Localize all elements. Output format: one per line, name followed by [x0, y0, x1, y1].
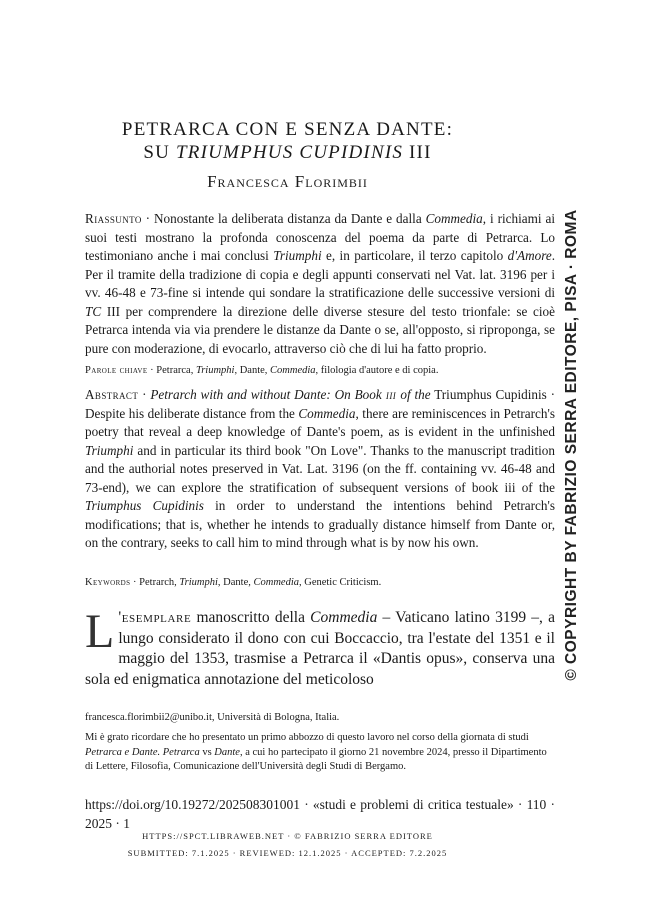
- title-line-1: PETRARCA CON E SENZA DANTE:: [121, 119, 454, 140]
- riassunto-paragraph: Riassunto · Nonostante la deliberata distanza da Dante e dalla Commedia, i richiami ai suoi testi mostrano la profonda conoscenza del poema da parte di Petrarca. Lo testimoniano anche i mai conclusi Triumphi e, in particolare, il terzo capitolo d'Amore. Per il tramite della tradizione di copia e degli appunti conservati nel Vat. lat. 3196 per i vv. 46-48 e 73-fine si intende qui sondare la stratificazione delle successive versioni di TC III per comprendere la direzione delle diverse stesure del testo trionfale: se cioè Petrarca intenda via via prendere le distanze da Dante o se, all'opposto, si riproponga, se pure con moderazione, di evocarlo, attraverso ciò che di lui ha fatto proprio.: [85, 211, 555, 356]
- acknowledgement-note: Mi è grato ricordare che ho presentato un primo abbozzo di questo lavoro nel corso della giornata di studi Petrarca e Dante. Petrarca vs Dante, a cui ho partecipato il giorno 21 novembre 2024, presso il Dipartimento di Lettere, Filosofia, Comunicazione dell'Università degli Studi di Bergamo.: [85, 732, 547, 772]
- author-affiliation: francesca.florimbii2@unibo.it, Università di Bologna, Italia.: [85, 712, 340, 723]
- drop-cap: L: [85, 605, 115, 658]
- body-paragraph: L 'esemplare manoscritto della Commedia – Vaticano latino 3199 –, a lungo considerato il dono con cui Boccaccio, tra l'estate del 1351 e il maggio del 1353, trasmise a Petrarca il «Dantis opus», conserva una sola ed enigmatica annotazione del meticoloso: [85, 605, 555, 688]
- title-line-2: SU TRIUMPHUS CUPIDINIS III: [143, 142, 432, 163]
- doi-citation: https://doi.org/10.19272/202508301001 · «studi e problemi di critica testuale» · 110 · 2025 · 1: [85, 797, 555, 831]
- parole-chiave: Parole chiave · Petrarca, Triumphi, Dante, Commedia, filologia d'autore e di copia.: [85, 365, 439, 376]
- keywords: Keywords · Petrarch, Triumphi, Dante, Commedia, Genetic Criticism.: [85, 577, 382, 588]
- journal-url-line: HTTPS://SPCT.LIBRAWEB.NET · © FABRIZIO SERRA EDITORE: [142, 831, 433, 841]
- article-title: [0, 118, 575, 164]
- copyright-sidebar: © COPYRIGHT BY FABRIZIO SERRA EDITORE, PISA · ROMA: [563, 209, 580, 681]
- abstract-paragraph: Abstract · Petrarch with and without Dante: On Book iii of the Triumphus Cupidinis · Despite his deliberate distance from the Commedia, there are reminiscences in Petrarch's poetry that reveal a deep knowledge of Dante's poem, as is evident in the unfinished Triumphi and in particular its third book "On Love". Thanks to the manuscript tradition and the authorial notes preserved in Vat. Lat. 3196 (on the ff. containing vv. 46-48 and 73-end), we can explore the stratification of subsequent versions of book iii of the Triumphus Cupidinis in order to understand the intentions behind Petrarch's modifications; that is, whether he intends to gradually distance himself from Dante or, on the contrary, seeks to call him to mind through what is by now his own.: [85, 387, 555, 550]
- author-name: Francesca Florimbii: [207, 172, 368, 191]
- submission-dates: SUBMITTED: 7.1.2025 · REVIEWED: 12.1.2025 · ACCEPTED: 7.2.2025: [127, 848, 448, 858]
